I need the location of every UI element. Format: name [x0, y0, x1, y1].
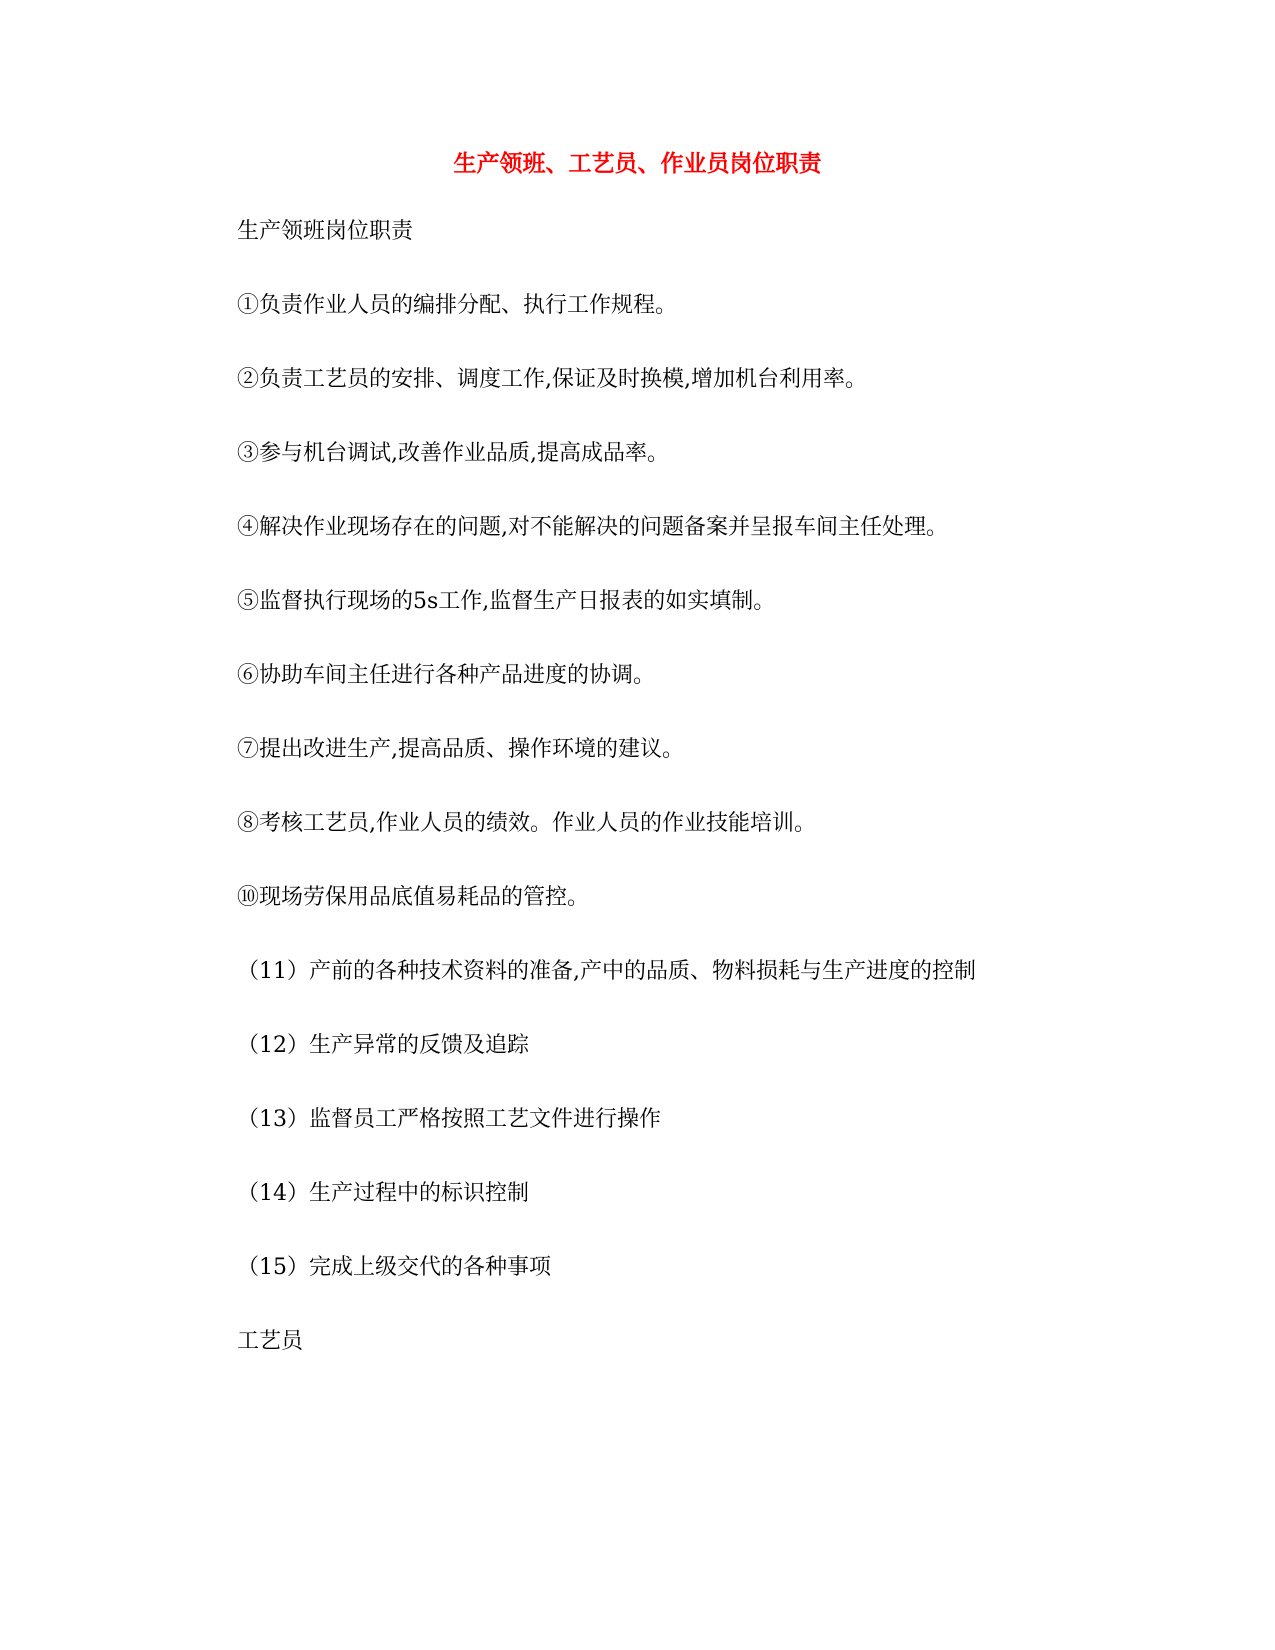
duty-item-8: ⑧考核工艺员,作业人员的绩效。作业人员的作业技能培训。: [237, 811, 816, 836]
duty-item-6: ⑥协助车间主任进行各种产品进度的协调。: [237, 663, 656, 688]
duty-item-15: （15）完成上级交代的各种事项: [237, 1255, 551, 1280]
duty-item-10: ⑩现场劳保用品底值易耗品的管控。: [237, 885, 590, 910]
duty-item-12: （12）生产异常的反馈及追踪: [237, 1033, 529, 1058]
duty-item-5: ⑤监督执行现场的5s工作,监督生产日报表的如实填制。: [237, 589, 776, 614]
duty-item-14: （14）生产过程中的标识控制: [237, 1181, 529, 1206]
document-title: 生产领班、工艺员、作业员岗位职责: [453, 150, 822, 177]
duty-item-13: （13）监督员工严格按照工艺文件进行操作: [237, 1107, 661, 1132]
duty-item-11: （11）产前的各种技术资料的准备,产中的品质、物料损耗与生产进度的控制: [237, 959, 976, 984]
section-heading-technician: 工艺员: [237, 1329, 304, 1354]
duty-item-4: ④解决作业现场存在的问题,对不能解决的问题备案并呈报车间主任处理。: [237, 515, 948, 540]
duty-item-1: ①负责作业人员的编排分配、执行工作规程。: [237, 293, 678, 318]
section-heading-foreman: 生产领班岗位职责: [237, 219, 414, 244]
duty-item-3: ③参与机台调试,改善作业品质,提高成品率。: [237, 441, 669, 466]
duty-item-7: ⑦提出改进生产,提高品质、操作环境的建议。: [237, 737, 684, 762]
duty-item-2: ②负责工艺员的安排、调度工作,保证及时换模,增加机台利用率。: [237, 367, 867, 392]
